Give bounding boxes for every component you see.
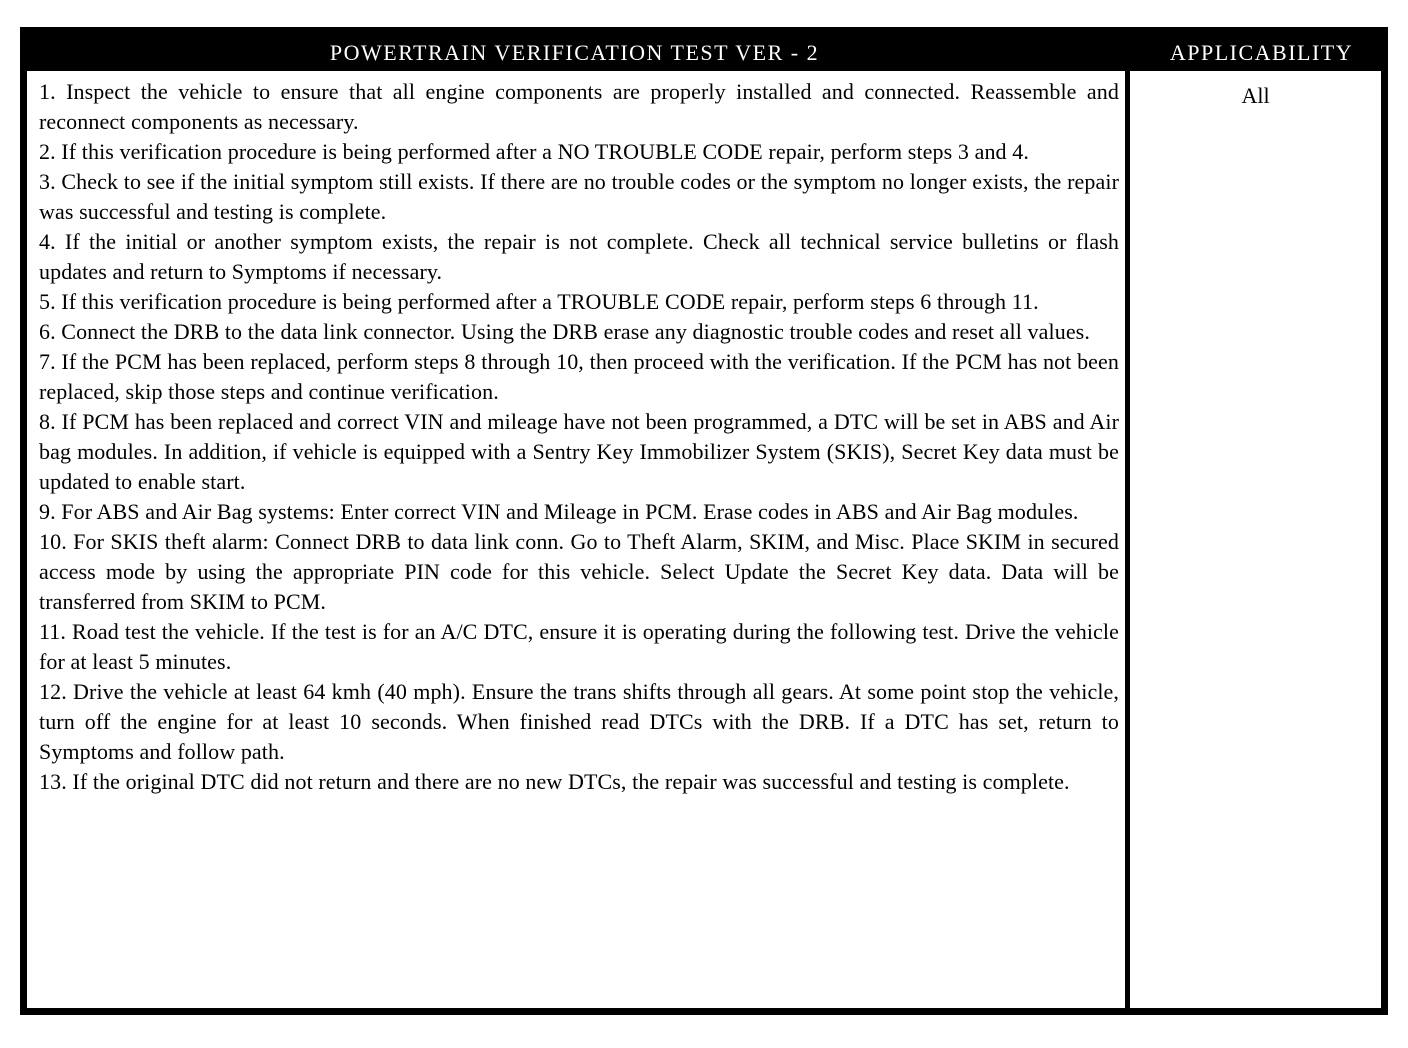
step-10: 10. For SKIS theft alarm: Connect DRB to data link conn. Go to Theft Alarm, SKIM, and Misc. Place SKIM in secured access mode by using the appropriate PIN code for this vehicle. Select Update the Secret Key data. Data will be transferred from SKIM to PCM. xyxy=(39,529,1119,614)
applicability-cell xyxy=(1130,71,1381,1008)
step-4: 4. If the initial or another symptom exists, the repair is not complete. Check all technical service bulletins or flash updates and return to Symptoms if necessary. xyxy=(39,229,1119,284)
step-9: 9. For ABS and Air Bag systems: Enter correct VIN and Mileage in PCM. Erase codes in ABS and Air Bag modules. xyxy=(39,499,1079,524)
step-1: 1. Inspect the vehicle to ensure that all engine components are properly installed and connected. Reassemble and reconnect components as necessary. xyxy=(39,79,1119,134)
step-5: 5. If this verification procedure is being performed after a TROUBLE CODE repair, perform steps 6 through 11. xyxy=(39,289,1039,314)
step-3: 3. Check to see if the initial symptom still exists. If there are no trouble codes or the symptom no longer exists, the repair was successful and testing is complete. xyxy=(39,169,1119,224)
applicability-value: All xyxy=(1241,83,1270,108)
steps-cell xyxy=(27,71,1130,1008)
step-8: 8. If PCM has been replaced and correct VIN and mileage have not been programmed, a DTC will be set in ABS and Air bag modules. In addition, if vehicle is equipped with a Sentry Key Immobilizer System (SKIS), Secret Key data must be updated to enable start. xyxy=(39,409,1119,494)
verification-test-table xyxy=(20,27,1388,1015)
step-2: 2. If this verification procedure is being performed after a NO TROUBLE CODE repair, perform steps 3 and 4. xyxy=(39,139,1029,164)
table-title: POWERTRAIN VERIFICATION TEST VER - 2 xyxy=(27,34,1130,71)
step-13: 13. If the original DTC did not return and there are no new DTCs, the repair was successful and testing is complete. xyxy=(39,769,1070,794)
step-6: 6. Connect the DRB to the data link connector. Using the DRB erase any diagnostic trouble codes and reset all values. xyxy=(39,319,1090,344)
step-12: 12. Drive the vehicle at least 64 kmh (40 mph). Ensure the trans shifts through all gears. At some point stop the vehicle, turn off the engine for at least 10 seconds. When finished read DTCs with the DRB. If a DTC has set, return to Symptoms and follow path. xyxy=(39,679,1119,764)
applicability-header: APPLICABILITY xyxy=(1130,34,1381,71)
step-11: 11. Road test the vehicle. If the test is for an A/C DTC, ensure it is operating during the following test. Drive the vehicle for at least 5 minutes. xyxy=(39,619,1119,674)
step-7: 7. If the PCM has been replaced, perform steps 8 through 10, then proceed with the verification. If the PCM has not been replaced, skip those steps and continue verification. xyxy=(39,349,1119,404)
